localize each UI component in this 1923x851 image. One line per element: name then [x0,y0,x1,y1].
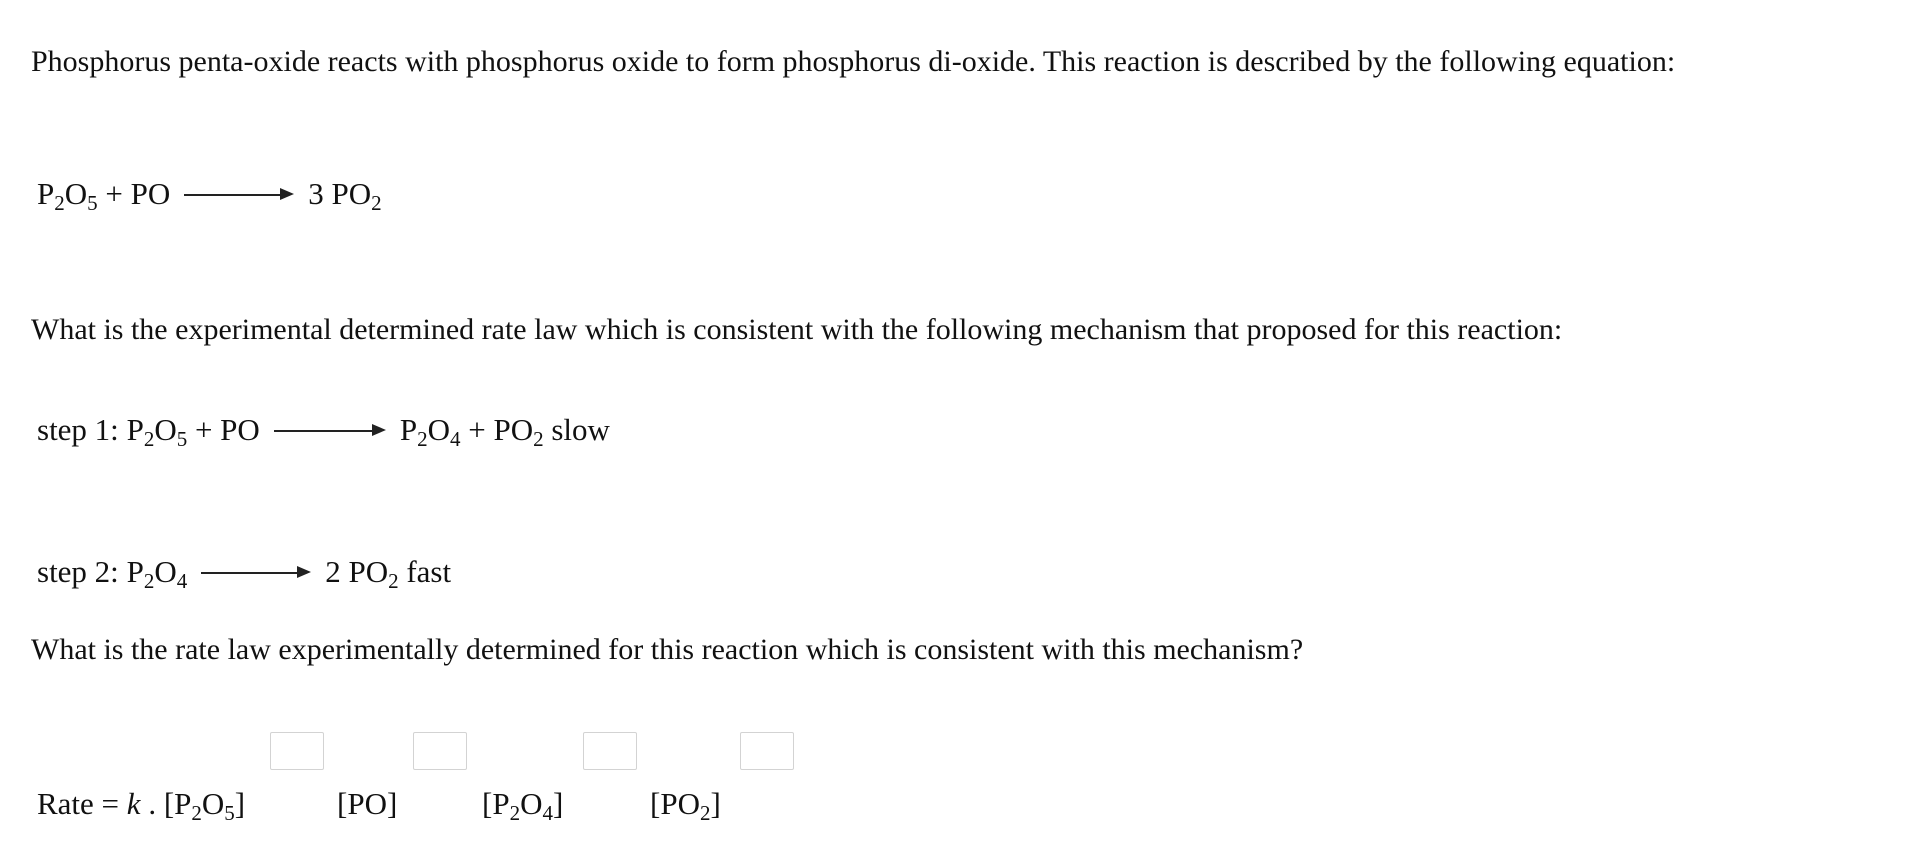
formula-subscript: 2 [371,191,382,215]
formula-part: P [37,176,55,211]
formula-part: + PO [187,412,260,447]
step1-rate-label: slow [543,412,610,447]
step2-left [126,554,188,593]
formula-subscript: 2 [54,191,65,215]
formula-part: ] [234,786,246,821]
formula-part: O [154,554,177,589]
formula-subscript: 2 [143,427,155,451]
formula-part: P [126,554,144,589]
formula-part: [P [163,786,192,821]
formula-subscript: 5 [87,191,98,215]
formula-part: P [126,412,144,447]
rate-constant: k [126,786,141,821]
formula-part: ] [552,786,564,821]
overall-left [37,176,171,215]
rate-term-po [337,786,397,822]
formula-part: 2 PO [325,554,389,589]
reaction-arrow-icon [274,420,386,440]
rate-term-p2o4 [482,786,564,825]
formula-subscript: 2 [143,569,155,593]
step1-label: step 1: [37,412,127,447]
formula-part: ] [710,786,721,821]
exponent-input-po[interactable] [413,732,467,770]
formula-part: O [427,412,450,447]
step2-rate-label: fast [398,554,452,589]
multiply-dot: . [140,786,164,821]
formula-subscript: 2 [388,569,399,593]
formula-part: 3 PO [308,176,372,211]
formula-subscript: 5 [176,427,188,451]
step2-right [325,554,452,593]
formula-part: + PO [97,176,171,211]
formula-part: P [399,412,418,447]
formula-part: [PO] [337,786,398,821]
question-rate-law: What is the rate law experimentally determined for this reaction which is consistent with this mechanism? [31,633,1304,666]
exponent-input-po2[interactable] [740,732,794,770]
overall-right [308,176,382,215]
rate-term-po2 [650,786,721,825]
overall-equation [37,176,382,215]
exponent-input-p2o4[interactable] [583,732,637,770]
reaction-arrow-icon [184,184,294,204]
step1-equation [37,412,610,451]
formula-subscript: 4 [449,427,461,451]
step2-equation [37,554,452,593]
rate-law-prefix [37,786,246,825]
formula-subscript: 2 [191,801,202,825]
step2-label: step 2: [37,554,127,589]
formula-part: O [154,412,177,447]
formula-subscript: 2 [509,801,521,825]
formula-part: O [64,176,88,211]
question-mechanism: What is the experimental determined rate law which is consistent with the following mechanism that proposed for this reaction: [31,313,1563,346]
formula-subscript: 5 [224,801,235,825]
formula-part: O [201,786,225,821]
formula-part: O [520,786,543,821]
formula-part: [P [482,786,510,821]
formula-part: [PO [650,786,700,821]
formula-subscript: 2 [533,427,544,451]
step1-right [399,412,610,451]
formula-subscript: 2 [699,801,711,825]
intro-text: Phosphorus penta-oxide reacts with phosphorus oxide to form phosphorus di-oxide. This reaction is described by the following equation: [31,45,1676,78]
reaction-arrow-icon [201,562,311,582]
formula-subscript: 4 [176,569,188,593]
formula-subscript: 2 [417,427,428,451]
formula-part: + PO [460,412,534,447]
step1-left [126,412,260,451]
rate-label: Rate = [37,786,127,821]
formula-subscript: 4 [542,801,553,825]
exponent-input-p2o5[interactable] [270,732,324,770]
